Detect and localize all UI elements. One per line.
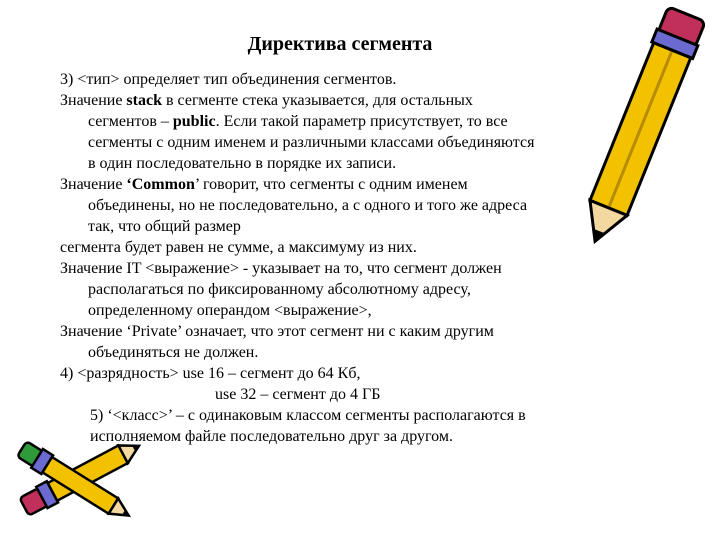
text-span: Значение [60, 92, 127, 109]
public-keyword: public [172, 113, 216, 130]
point-5-line-1: 5) ‘<класс>’ – с одинаковым классом сегменты располагаются в [90, 407, 526, 424]
it-paragraph-line-2: располагаться по фиксированному абсолютному адресу, [88, 281, 471, 298]
private-paragraph-line-2: объединяться не должен. [88, 344, 259, 361]
text-span: Значение [60, 176, 127, 193]
stack-paragraph-line-4: в один последовательно в порядке их записи. [88, 155, 397, 172]
text-span: ’ говорит, что сегменты с одним именем [194, 176, 468, 193]
slide-title: Директива сегмента [247, 33, 433, 55]
pencil-icon [560, 0, 720, 260]
common-paragraph-line-4: сегмента будет равен не сумме, а максимуму из них. [60, 239, 417, 256]
point-4-line-2: use 32 – сегмент до 4 ГБ [215, 386, 381, 403]
stack-paragraph-line-3: сегменты с одним именем и различными классами объединяются [88, 134, 535, 151]
common-keyword: ‘Common [126, 176, 195, 193]
stack-keyword: stack [126, 92, 162, 109]
it-paragraph-line-1: Значение IT <выражение> - указывает на то, что сегмент должен [60, 260, 502, 277]
it-paragraph-line-3: определенному операндом <выражение>, [88, 302, 372, 319]
pencils-icon [0, 428, 160, 540]
common-paragraph-line-3: так, что общий размер [88, 218, 241, 235]
common-paragraph-line-2: объединены, но не последовательно, а с одного и того же адреса [88, 197, 528, 214]
point-5-line-2: исполняемом файле последовательно друг за другом. [90, 428, 453, 445]
text-span: . Если такой параметр присутствует, то все [215, 113, 508, 130]
point-3: 3) <тип> определяет тип объединения сегментов. [60, 71, 397, 88]
point-4-line-1: 4) <разрядность> use 16 – сегмент до 64 Кб, [60, 365, 361, 382]
text-span: сегментов – [88, 113, 173, 130]
private-paragraph-line-1: Значение ‘Private’ означает, что этот сегмент ни с каким другим [60, 323, 494, 340]
text-span: в сегменте стека указывается, для остальных [161, 92, 473, 109]
